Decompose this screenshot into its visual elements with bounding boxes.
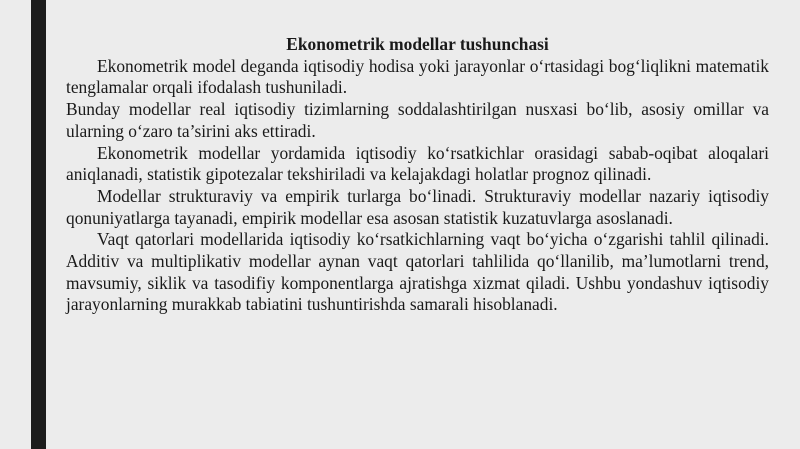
paragraph-2: Bunday modellar real iqtisodiy tizimlarning soddalashtirilgan nusxasi bo‘lib, asosiy omillar va ularning o‘zaro ta’sirini aks ettiradi. [66, 99, 769, 141]
paragraph-5: Vaqt qatorlari modellarida iqtisodiy ko‘rsatkichlarning vaqt bo‘yicha o‘zgarishi tahlil qilinadi. Additiv va multiplikativ modellar aynan vaqt qatorlari tahlilida qo‘llanilib, ma’lumotlarni trend, mavsumiy, siklik va tasodifiy komponentlarga ajratishga xizmat qiladi. Ushbu yondashuv iqtisodiy jarayonlarning murakkab tabiatini tushuntirishda samarali hisoblanadi. [66, 229, 769, 315]
slide-content [66, 34, 769, 316]
paragraph-3: Ekonometrik modellar yordamida iqtisodiy ko‘rsatkichlar orasidagi sabab-oqibat aloqalari aniqlanadi, statistik gipotezalar tekshiriladi va kelajakdagi holatlar prognoz qilinadi. [66, 142, 769, 185]
paragraph-4: Modellar strukturaviy va empirik turlarga bo‘linadi. Strukturaviy modellar nazariy iqtisodiy qonuniyatlarga tayanadi, empirik modellar esa asosan statistik kuzatuvlarga asoslanadi. [66, 185, 769, 228]
paragraph-1: Ekonometrik model deganda iqtisodiy hodisa yoki jarayonlar o‘rtasidagi bog‘liqlikni matematik tenglamalar orqali ifodalash tushuniladi. [66, 55, 769, 98]
left-accent-bar [31, 0, 46, 449]
slide-title: Ekonometrik modellar tushunchasi [286, 34, 549, 54]
